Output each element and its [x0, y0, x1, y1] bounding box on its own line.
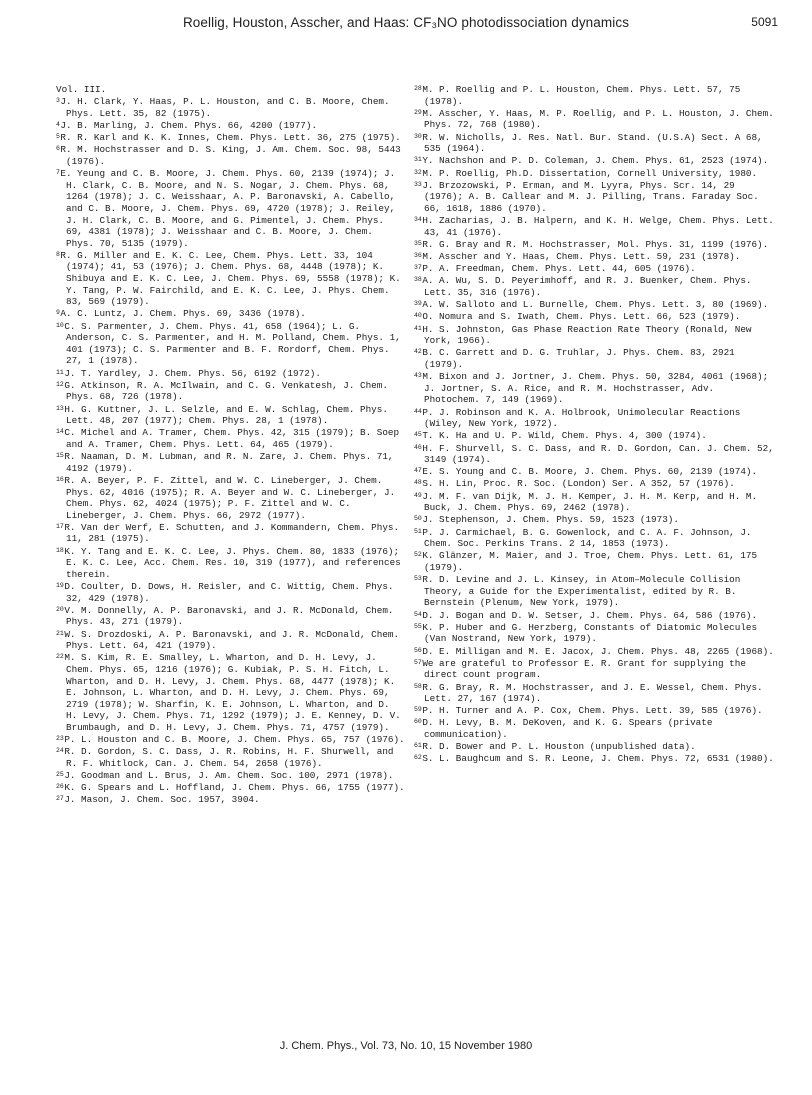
- reference-number: 16: [56, 475, 64, 483]
- reference-entry: [56, 368, 406, 380]
- reference-entry: [56, 250, 406, 308]
- reference-number: 43: [414, 372, 422, 380]
- reference-entry: [414, 610, 774, 622]
- reference-entry: [414, 514, 774, 526]
- reference-entry: [414, 132, 774, 155]
- reference-text: M. P. Roellig and P. L. Houston, Chem. Phys. Lett. 57, 75 (1978).: [422, 84, 741, 107]
- reference-text: We are grateful to Professor E. R. Grant for supplying the direct count program.: [422, 657, 746, 681]
- reference-entry: [414, 168, 774, 180]
- reference-text: W. S. Drozdoski, A. P. Baronavski, and J. R. McDonald, Chem. Phys. Lett. 64, 421 (1979).: [64, 628, 400, 652]
- reference-text: J. M. F. van Dijk, M. J. H. Kemper, J. H. M. Kerp, and H. M. Buck, J. Chem. Phys. 69, 2462 (1978).: [422, 490, 758, 514]
- reference-number: 39: [414, 300, 422, 308]
- reference-text: R. D. Levine and J. L. Kinsey, in Atom–Molecule Collision Theory, a Guide for the Experimentalist, edited by R. B. Bernstein (Plenum, New York, 1979).: [422, 574, 741, 609]
- reference-number: 30: [414, 132, 422, 140]
- reference-number: 13: [56, 404, 64, 412]
- reference-text: R. G. Miller and E. K. C. Lee, Chem. Phys. Lett. 33, 104 (1974); 41, 53 (1976); J. Chem. Phys. 68, 4448 (1978); K. Shibuya and E. K. C. Lee, J. Chem. Phys. 69, 5558 (1978); K. Y. Tang, P. W. Fairchild, and E. K. C. Lee, J. Phys. Chem. 83, 569 (1979).: [60, 249, 401, 308]
- reference-text: K. Y. Tang and E. K. C. Lee, J. Phys. Chem. 80, 1833 (1976); E. K. C. Lee, Acc. Chem. Res. 10, 319 (1977), and references therein.: [64, 545, 401, 580]
- reference-number: 53: [414, 575, 422, 583]
- reference-entry: [56, 168, 406, 249]
- reference-text: M. Asscher, Y. Haas, M. P. Roellig, and P. L. Houston, J. Chem. Phys. 72, 768 (1980).: [422, 107, 774, 131]
- reference-entry: [414, 753, 774, 765]
- reference-entry: [56, 380, 406, 403]
- reference-entry: [56, 794, 406, 806]
- reference-text: C. Michel and A. Tramer, Chem. Phys. 42, 315 (1979); B. Soep and A. Tramer, Chem. Phys. Lett. 64, 465 (1979).: [64, 427, 400, 450]
- reference-text: P. L. Houston and C. B. Moore, J. Chem. Phys. 65, 757 (1976).: [64, 734, 405, 746]
- reference-entry: [56, 605, 406, 628]
- reference-number: 34: [414, 216, 422, 224]
- reference-entry: [414, 108, 774, 131]
- reference-text: R. M. Hochstrasser and D. S. King, J. Am. Chem. Soc. 98, 5443 (1976).: [60, 144, 401, 167]
- reference-number: 27: [56, 795, 64, 803]
- reference-number: 58: [414, 682, 422, 690]
- reference-entry: [414, 155, 774, 167]
- reference-entry: [56, 746, 406, 769]
- reference-entry: [414, 430, 774, 442]
- reference-text: P. J. Carmichael, B. G. Gowenlock, and C. A. F. Johnson, J. Chem. Soc. Perkins Trans. 2 14, 1853 (1973).: [422, 526, 752, 550]
- reference-text: P. A. Freedman, Chem. Phys. Lett. 44, 605 (1976).: [422, 263, 696, 275]
- reference-text: P. H. Turner and A. P. Cox, Chem. Phys. Lett. 39, 585 (1976).: [422, 705, 763, 717]
- reference-text: J. H. Clark, Y. Haas, P. L. Houston, and C. B. Moore, Chem. Phys. Lett. 35, 82 (1975).: [60, 96, 390, 119]
- reference-text: R. A. Beyer, P. F. Zittel, and W. C. Lineberger, J. Chem. Phys. 62, 4016 (1975); R. A. Beyer and W. C. Lineberger, J. Chem. Phys. 62, 4024 (1975); P. F. Zittel and W. C. Lineberger, J. Chem. Phys. 66, 2972 (1977).: [64, 474, 396, 521]
- reference-entry: [414, 741, 774, 753]
- reference-number: 9: [56, 309, 60, 317]
- reference-number: 56: [414, 646, 422, 654]
- reference-text: B. C. Garrett and D. G. Truhlar, J. Phys. Chem. 83, 2921 (1979).: [422, 347, 735, 370]
- reference-number: 7: [56, 169, 60, 177]
- reference-number: 10: [56, 321, 64, 329]
- reference-entry: [414, 311, 774, 323]
- reference-number: 26: [56, 783, 64, 791]
- reference-entry: [414, 347, 774, 370]
- reference-text: K. G. Spears and L. Hoffland, J. Chem. Phys. 66, 1755 (1977).: [64, 782, 405, 794]
- reference-entry: [56, 522, 406, 545]
- reference-entry: [414, 251, 774, 263]
- reference-number: 28: [414, 85, 422, 92]
- reference-text: H. F. Shurvell, S. C. Dass, and R. D. Gordon, Can. J. Chem. 52, 3149 (1974).: [422, 442, 774, 466]
- reference-text: R. G. Bray and R. M. Hochstrasser, Mol. Phys. 31, 1199 (1976).: [422, 238, 769, 250]
- reference-text: D. E. Milligan and M. E. Jacox, J. Chem. Phys. 48, 2265 (1968).: [422, 645, 774, 657]
- reference-entry: [414, 550, 774, 573]
- reference-number: 52: [414, 551, 422, 559]
- reference-text: H. G. Kuttner, J. L. Selzle, and E. W. Schlag, Chem. Phys. Lett. 48, 207 (1977); Chem. Phys. 28, 1 (1978).: [64, 403, 388, 427]
- page-number: 5091: [751, 15, 778, 29]
- reference-number: 38: [414, 276, 422, 284]
- reference-text: H. Zacharias, J. B. Halpern, and K. H. Welge, Chem. Phys. Lett. 43, 41 (1976).: [422, 215, 774, 238]
- reference-entry: [56, 734, 406, 746]
- reference-entry: [414, 658, 774, 681]
- reference-text: S. H. Lin, Proc. R. Soc. (London) Ser. A 352, 57 (1976).: [422, 478, 735, 490]
- reference-number: 19: [56, 582, 64, 590]
- reference-column-right: [414, 84, 774, 766]
- reference-text: A. C. Luntz, J. Chem. Phys. 69, 3436 (1978).: [60, 308, 306, 320]
- reference-entry: [56, 84, 406, 96]
- reference-text: P. J. Robinson and K. A. Holbrook, Unimolecular Reactions (Wiley, New York, 1972).: [422, 406, 741, 430]
- reference-text: J. Mason, J. Chem. Soc. 1957, 3904.: [64, 794, 260, 806]
- reference-entry: [414, 682, 774, 705]
- reference-entry: [414, 299, 774, 311]
- reference-text: M. Bixon and J. Jortner, J. Chem. Phys. 50, 3284, 4061 (1968); J. Jortner, S. A. Rice, and R. M. Hochstrasser, Adv. Photochem. 7, 149 (1969).: [422, 371, 769, 406]
- running-header: [0, 15, 812, 37]
- reference-number: 20: [56, 605, 64, 613]
- reference-text: R. Van der Werf, E. Schutten, and J. Kommandern, Chem. Phys. 11, 281 (1975).: [64, 521, 400, 545]
- reference-number: 18: [56, 546, 64, 554]
- reference-number: 22: [56, 653, 64, 661]
- reference-number: 60: [414, 718, 422, 726]
- reference-number: 24: [56, 747, 64, 755]
- reference-entry: [414, 717, 774, 740]
- reference-text: E. Yeung and C. B. Moore, J. Chem. Phys. 60, 2139 (1974); J. H. Clark, C. B. Moore, and N. S. Nogar, J. Chem. Phys. 68, 1264 (1978); J. C. Weisshaar, A. P. Baronavski, A. Cabello, and C. B. Moore, J. Chem. Phys. 69, 4720 (1978); J. Reiley, J. H. Clark, C. B. Moore, and G. Pimentel, J. Chem. Phys. 69, 4381 (1978); J. Weisshaar and C. B. Moore, J. Chem. Phys. 70, 5135 (1979).: [60, 168, 396, 249]
- reference-text: M. S. Kim, R. E. Smalley, L. Wharton, and D. H. Levy, J. Chem. Phys. 65, 1216 (1976); G. Kubiak, P. S. H. Fitch, L. Wharton, and D. H. Levy, J. Chem. Phys. 68, 4477 (1978); K. E. Johnson, L. Wharton, and D. H. Levy, J. Chem. Phys. 69, 2719 (1978); W. Sharfin, K. E. Johnson, L. Wharton, and D. H. Levy, J. Chem. Phys. 71, 1292 (1979); J. E. Kenney, D. V. Brumbaugh, and D. H. Levy, J. Chem. Phys. 71, 4757 (1979).: [64, 652, 401, 733]
- reference-number: 37: [414, 264, 422, 272]
- reference-text: R. Naaman, D. M. Lubman, and R. N. Zare, J. Chem. Phys. 71, 4192 (1979).: [64, 451, 394, 474]
- reference-text: D. H. Levy, B. M. DeKoven, and K. G. Spears (private communication).: [422, 717, 713, 741]
- reference-entry: [56, 321, 406, 367]
- reference-entry: [56, 404, 406, 427]
- reference-number: 59: [414, 706, 422, 714]
- reference-entry: [414, 527, 774, 550]
- reference-entry: [414, 574, 774, 609]
- reference-entry: [56, 120, 406, 132]
- reference-text: O. Nomura and S. Iwath, Chem. Phys. Lett. 66, 523 (1979).: [422, 311, 741, 323]
- running-title: Roellig, Houston, Asscher, and Haas: CF₃NO photodissociation dynamics: [182, 15, 630, 30]
- reference-entry: [414, 371, 774, 406]
- reference-text: K. P. Huber and G. Herzberg, Constants of Diatomic Molecules (Van Nostrand, New York, 1979).: [422, 621, 758, 645]
- reference-number: 46: [414, 443, 422, 451]
- reference-entry: [56, 475, 406, 521]
- reference-entry: [414, 215, 774, 238]
- reference-entry: [56, 770, 406, 782]
- reference-number: 44: [414, 407, 422, 415]
- reference-text: J. T. Yardley, J. Chem. Phys. 56, 6192 (1972).: [64, 367, 321, 379]
- reference-entry: [414, 407, 774, 430]
- reference-text: R. D. Bower and P. L. Houston (unpublished data).: [422, 741, 696, 753]
- reference-text: C. S. Parmenter, J. Chem. Phys. 41, 658 (1964); L. G. Anderson, C. S. Parmenter, and H. M. Polland, Chem. Phys. 1, 401 (1973); C. S. Parmenter and B. F. Rordorf, Chem. Phys. 27, 1 (1978).: [64, 320, 401, 367]
- reference-entry: [56, 144, 406, 167]
- reference-entry: [414, 705, 774, 717]
- reference-entry: [56, 96, 406, 119]
- reference-number: 50: [414, 515, 422, 523]
- reference-number: 25: [56, 771, 64, 779]
- reference-entry: [56, 782, 406, 794]
- reference-text: J. Brzozowski, P. Erman, and M. Lyyra, Phys. Scr. 14, 29 (1976); A. B. Callear and M. J. Pilling, Trans. Faraday Soc. 66, 1618, 1886 (1970).: [422, 179, 759, 214]
- reference-text: Y. Nachshon and P. D. Coleman, J. Chem. Phys. 61, 2523 (1974).: [422, 155, 769, 167]
- reference-number: 5: [56, 133, 60, 141]
- reference-entry: [56, 629, 406, 652]
- reference-number: 49: [414, 491, 422, 499]
- reference-number: 54: [414, 610, 422, 618]
- reference-text: A. W. Salloto and L. Burnelle, Chem. Phys. Lett. 3, 80 (1969).: [422, 299, 769, 311]
- reference-text: A. A. Wu, S. D. Peyerimhoff, and R. J. Buenker, Chem. Phys. Lett. 35, 316 (1976).: [422, 275, 752, 299]
- reference-text: G. Atkinson, R. A. McIlwain, and C. G. Venkatesh, J. Chem. Phys. 68, 726 (1978).: [64, 379, 388, 403]
- reference-number: 36: [414, 252, 422, 260]
- reference-entry: [56, 581, 406, 604]
- reference-number: 11: [56, 368, 64, 376]
- journal-footer: J. Chem. Phys., Vol. 73, No. 10, 15 November 1980: [279, 1040, 533, 1052]
- reference-entry: [56, 546, 406, 581]
- reference-number: 51: [414, 527, 422, 535]
- reference-entry: [414, 275, 774, 298]
- reference-entry: [56, 308, 406, 320]
- reference-number: 45: [414, 431, 422, 439]
- reference-text: J. Goodman and L. Brus, J. Am. Chem. Soc. 100, 2971 (1978).: [64, 770, 394, 782]
- reference-text: V. M. Donnelly, A. P. Baronavski, and J. R. McDonald, Chem. Phys. 43, 271 (1979).: [64, 604, 394, 628]
- reference-entry: [414, 466, 774, 478]
- reference-number: 33: [414, 180, 422, 188]
- reference-entry: [56, 451, 406, 474]
- reference-entry: [414, 84, 774, 107]
- reference-entry: [56, 132, 406, 144]
- reference-number: 4: [56, 120, 60, 128]
- reference-column-left: [56, 84, 406, 807]
- reference-text: K. Glänzer, M. Maier, and J. Troe, Chem. Phys. Lett. 61, 175 (1979).: [422, 550, 758, 573]
- reference-text: R. D. Gordon, S. C. Dass, J. R. Robins, H. F. Shurwell, and R. F. Whitlock, Can. J. Chem. 54, 2658 (1976).: [64, 746, 394, 769]
- reference-number: 8: [56, 250, 60, 258]
- reference-number: 42: [414, 348, 422, 356]
- reference-number: 57: [414, 658, 422, 666]
- reference-entry: [414, 263, 774, 275]
- reference-text: Vol. III.: [56, 84, 107, 95]
- reference-entry: [414, 239, 774, 251]
- reference-number: 62: [414, 754, 422, 762]
- reference-entry: [414, 478, 774, 490]
- reference-number: 47: [414, 467, 422, 475]
- reference-number: 55: [414, 622, 422, 630]
- reference-entry: [414, 443, 774, 466]
- reference-number: 23: [56, 735, 64, 743]
- reference-number: 12: [56, 380, 64, 388]
- reference-number: 3: [56, 97, 60, 105]
- reference-number: 35: [414, 239, 422, 247]
- reference-number: 48: [414, 479, 422, 487]
- reference-number: 31: [414, 156, 422, 164]
- reference-number: 6: [56, 145, 60, 153]
- reference-number: 21: [56, 629, 64, 637]
- reference-text: T. K. Ha and U. P. Wild, Chem. Phys. 4, 300 (1974).: [422, 430, 707, 442]
- reference-entry: [414, 646, 774, 658]
- reference-number: 17: [56, 522, 64, 530]
- reference-entry: [414, 622, 774, 645]
- reference-text: M. P. Roellig, Ph.D. Dissertation, Cornell University, 1980.: [422, 167, 758, 179]
- reference-number: 32: [414, 168, 422, 176]
- reference-text: E. S. Young and C. B. Moore, J. Chem. Phys. 60, 2139 (1974).: [422, 466, 758, 478]
- reference-text: D. Coulter, D. Dows, H. Reisler, and C. Wittig, Chem. Phys. 32, 429 (1978).: [64, 581, 394, 604]
- reference-entry: [56, 427, 406, 450]
- reference-text: D. J. Bogan and D. W. Setser, J. Chem. Phys. 64, 586 (1976).: [422, 609, 758, 621]
- reference-text: J. B. Marling, J. Chem. Phys. 66, 4200 (1977).: [60, 119, 318, 131]
- reference-text: R. W. Nicholls, J. Res. Natl. Bur. Stand. (U.S.A) Sect. A 68, 535 (1964).: [422, 131, 763, 155]
- reference-number: 29: [414, 108, 422, 116]
- reference-number: 41: [414, 324, 422, 332]
- reference-entry: [56, 652, 406, 733]
- reference-text: M. Asscher and Y. Haas, Chem. Phys. Lett. 59, 231 (1978).: [422, 251, 741, 263]
- reference-number: 61: [414, 742, 422, 750]
- reference-text: R. R. Karl and K. K. Innes, Chem. Phys. Lett. 36, 275 (1975).: [60, 132, 401, 144]
- reference-entry: [414, 491, 774, 514]
- reference-entry: [414, 180, 774, 215]
- reference-text: H. S. Johnston, Gas Phase Reaction Rate Theory (Ronald, New York, 1966).: [422, 323, 752, 347]
- reference-number: 15: [56, 452, 64, 460]
- reference-text: S. L. Baughcum and S. R. Leone, J. Chem. Phys. 72, 6531 (1980).: [422, 753, 774, 765]
- reference-entry: [414, 324, 774, 347]
- reference-text: J. Stephenson, J. Chem. Phys. 59, 1523 (1973).: [422, 514, 679, 526]
- reference-number: 40: [414, 312, 422, 320]
- reference-text: R. G. Bray, R. M. Hochstrasser, and J. E. Wessel, Chem. Phys. Lett. 27, 167 (1974).: [422, 681, 763, 705]
- reference-number: 14: [56, 428, 64, 436]
